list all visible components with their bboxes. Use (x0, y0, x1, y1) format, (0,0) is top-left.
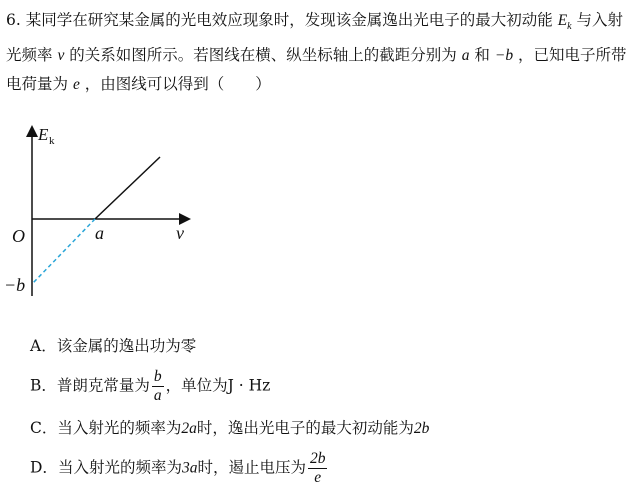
x-intercept-label: a (95, 223, 104, 243)
option-b-text: 普朗克常量为 (56, 376, 150, 395)
option-c-val: 2a (181, 420, 197, 437)
stem-text-1: 某同学在研究某金属的光电效应现象时，发现该金属逸出光电子的最大初动能 (25, 11, 553, 29)
a-symbol: a (461, 47, 470, 65)
option-c-mid: 时，逸出光电子的最大初动能为 (196, 419, 414, 437)
ek-nu-graph (0, 118, 220, 308)
dashed-extension-line (33, 219, 95, 283)
question-number: 6. (6, 11, 21, 29)
y-axis-sub: k (49, 135, 55, 147)
question-stem (6, 6, 636, 99)
option-d-frac-num: 2b (309, 450, 326, 467)
stem-line-3 (6, 70, 636, 99)
option-d-frac-den: e (314, 469, 322, 486)
option-b-letter: B． (30, 376, 57, 395)
option-d-fraction (308, 450, 328, 487)
option-c-val2: 2b (413, 420, 430, 437)
stem-text-2-head: 光频率 (6, 46, 53, 65)
stem-text-1-tail: 与入射 (576, 11, 624, 29)
y-axis-label: E (38, 125, 49, 144)
option-a-text: 该金属的逸出功为零 (56, 337, 197, 355)
y-intercept-label: −b (4, 275, 26, 295)
x-axis-label: v (176, 223, 184, 243)
option-c-letter: C． (30, 419, 58, 437)
ek-sub: k (567, 21, 572, 33)
option-b-frac-den: a (153, 387, 162, 404)
option-c[interactable] (30, 416, 429, 438)
stem-line-1 (6, 6, 636, 41)
ek-symbol: E (557, 12, 568, 29)
neg-b-symbol: −b (494, 47, 514, 65)
nu-symbol: ν (57, 47, 65, 65)
option-a-letter: A． (30, 337, 57, 355)
option-b-frac-num: b (153, 368, 162, 385)
solid-graph-line (95, 157, 160, 219)
stem-text-3-head: 电荷量为 (6, 75, 69, 94)
option-b-tail: ，单位为J · Hz (165, 376, 271, 395)
option-a[interactable] (30, 334, 196, 356)
option-d-val: 3a (181, 459, 198, 477)
option-b-fraction (152, 368, 164, 405)
stem-text-2-tail: ，已知电子所带 (518, 46, 627, 65)
option-d-letter: D． (30, 458, 58, 477)
stem-text-2: 的关系如图所示。若图线在横、纵坐标轴上的截距分别为 (69, 46, 457, 65)
and-text: 和 (474, 46, 490, 65)
e-symbol: e (72, 76, 80, 94)
stem-line-2 (6, 41, 636, 70)
option-c-text: 当入射光的频率为 (57, 419, 182, 437)
option-d-text: 当入射光的频率为 (57, 458, 182, 477)
origin-label: O (12, 226, 25, 246)
option-d[interactable] (30, 450, 329, 487)
option-b[interactable] (30, 368, 270, 405)
option-d-mid: 时，遏止电压为 (197, 458, 306, 477)
stem-text-3-tail: ，由图线可以得到（ ） (84, 75, 271, 94)
